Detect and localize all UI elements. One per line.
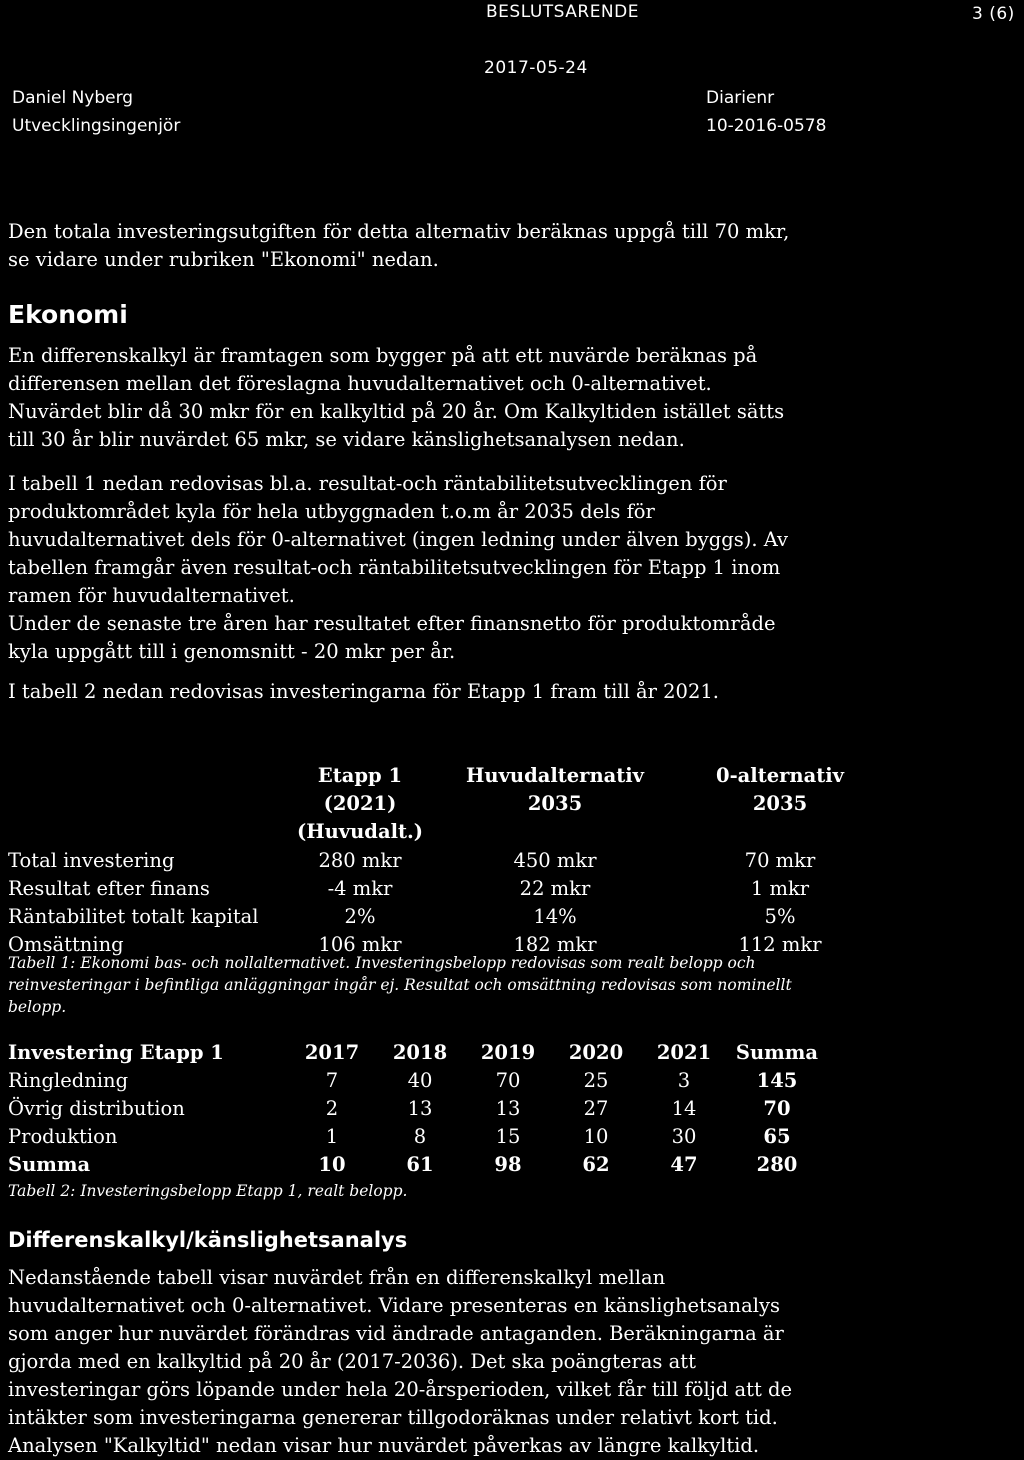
ekonomi-paragraph-2: I tabell 1 nedan redovisas bl.a. resultat-och räntabilitetsutvecklingen för produktområdet kyla för hela utbyggnaden t.o.m år 2035 dels för huvudalternativet dels för 0-alternativet (ingen ledning under älven byggs). Av tabellen framgår även resultat-och räntabilitetsutvecklingen för Etapp 1 inom ramen för huvudalternativet.	[8, 472, 789, 607]
differenskalkyl-paragraph: Nedanstående tabell visar nuvärdet från en differenskalkyl mellan huvudalternativet och 0-alternativet. Vidare presenteras en känslighetsanalys som anger hur nuvärdet förändras vid ändrade antaganden. Beräkningarna är gjorda med en kalkyltid på 20 år (2017-2036). Det ska poängteras att investeringar görs löpande under hela 20-årsperioden, vilket får till följd att de intäkter som investeringarna genererar tillgodoräknas under relativt kort tid. Analysen "Kalkyltid" nedan visar hur nuvärdet påverkas av längre kalkyltid.	[8, 1266, 792, 1457]
table2-caption: Tabell 2: Investeringsbelopp Etapp 1, realt belopp.	[8, 1182, 408, 1200]
ekonomi-paragraph-4: I tabell 2 nedan redovisas investeringarna för Etapp 1 fram till år 2021.	[8, 680, 719, 703]
document-type: BESLUTSARENDE	[486, 2, 639, 22]
registration-label: Diarienr	[706, 88, 775, 108]
heading-ekonomi: Ekonomi	[8, 300, 128, 329]
document-date: 2017-05-24	[484, 58, 588, 78]
author-title: Utvecklingsingenjör	[12, 116, 181, 136]
author-block	[12, 84, 180, 140]
ekonomi-paragraph-1: En differenskalkyl är framtagen som bygger på att ett nuvärde beräknas på differensen mellan det föreslagna huvudalternativet och 0-alternativet. Nuvärdet blir då 30 mkr för en kalkyltid på 20 år. Om Kalkyltiden istället sätts till 30 år blir nuvärdet 65 mkr, se vidare känslighetsanalysen nedan.	[8, 344, 785, 451]
economy-table	[8, 762, 868, 958]
intro-paragraph: Den totala investeringsutgiften för detta alternativ beräknas uppgå till 70 mkr, se vidare under rubriken "Ekonomi" nedan.	[8, 220, 790, 271]
header-0-alternativ: 0-alternativ 2035	[716, 764, 844, 815]
ekonomi-paragraph-3: Under de senaste tre åren har resultatet efter finansnetto för produktområde kyla uppgått till i genomsnitt - 20 mkr per år.	[8, 612, 776, 663]
table-row: Resultat efter finans -4 mkr 22 mkr 1 mkr	[8, 876, 810, 900]
registration-number: 10-2016-0578	[706, 116, 827, 136]
header-etapp1: Etapp 1 (2021) (Huvudalt.)	[296, 764, 424, 843]
economy-table-header	[8, 762, 868, 846]
header-huvudalternativ: Huvudalternativ 2035	[465, 764, 645, 815]
page-number: 3 (6)	[972, 4, 1015, 24]
table-row: Ringledning 7 40 70 25 3 145	[8, 1068, 798, 1092]
table-row: Produktion 1 8 15 10 30 65	[8, 1124, 791, 1148]
heading-differenskalkyl: Differenskalkyl/känslighetsanalys	[8, 1228, 408, 1252]
author-name: Daniel Nyberg	[12, 88, 134, 108]
table-row: Räntabilitet totalt kapital 2% 14% 5%	[8, 904, 796, 928]
table-total-row: Summa 10 61 98 62 47 280	[8, 1152, 798, 1176]
registration-block	[706, 84, 826, 140]
table-row: Total investering 280 mkr 450 mkr 70 mkr	[8, 848, 816, 872]
investment-table-header: Investering Etapp 1 2017 2018 2019 2020 2021 Summa	[8, 1040, 819, 1064]
table-row: Omsättning 106 mkr 182 mkr 112 mkr	[8, 932, 822, 956]
table-row: Övrig distribution 2 13 13 27 14 70	[8, 1096, 791, 1120]
investment-table	[8, 1038, 826, 1178]
table1-caption: Tabell 1: Ekonomi bas- och nollalternativet. Investeringsbelopp redovisas som realt belopp och reinvesteringar i befintliga anläggningar ingår ej. Resultat och omsättning redovisas som nominellt belopp.	[8, 954, 792, 1016]
